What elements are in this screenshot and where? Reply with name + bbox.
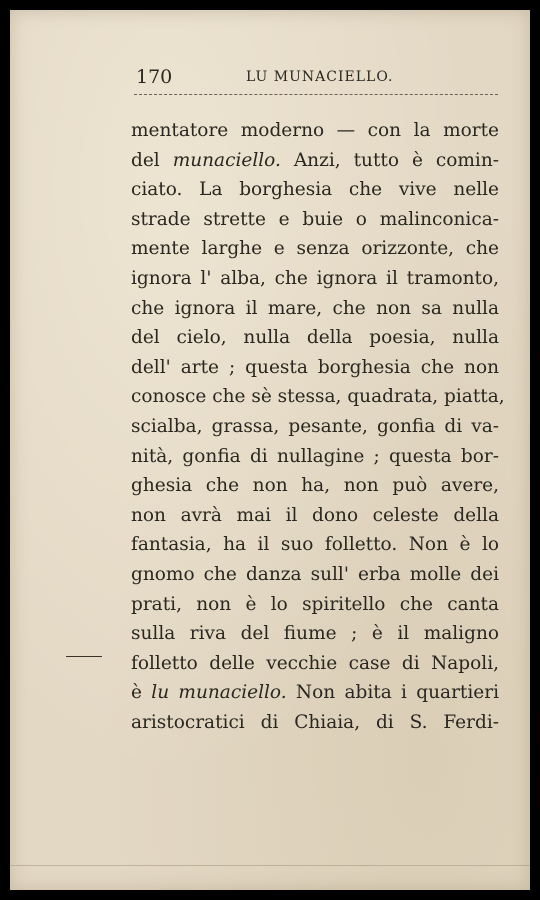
text-segment: fantasia, ha il suo folletto. Non è lo — [131, 534, 499, 556]
page-edge-line — [10, 865, 530, 866]
text-segment: ignora l' alba, che ignora il tramonto, — [131, 267, 499, 289]
text-line — [131, 116, 499, 146]
text-segment: mente larghe e senza orizzonte, che — [131, 238, 499, 260]
text-segment: sulla riva del fiume ; è il maligno — [131, 623, 499, 645]
text-line — [131, 501, 499, 531]
margin-mark — [66, 656, 102, 657]
text-line — [131, 590, 499, 620]
text-segment: nità, gonfia di nullagine ; questa bor- — [131, 445, 499, 467]
text-segment: prati, non è lo spiritello che canta — [131, 593, 499, 615]
text-segment: dell' arte ; questa borghesia che non — [131, 356, 499, 378]
italic-text: munaciello. — [172, 149, 281, 171]
text-line — [131, 412, 499, 442]
text-line — [131, 175, 499, 205]
text-line — [131, 678, 499, 708]
text-line — [131, 471, 499, 501]
text-segment: strade strette e buie o malinconica- — [131, 208, 499, 230]
text-line — [131, 619, 499, 649]
header-rule — [134, 94, 498, 95]
text-segment: che ignora il mare, che non sa nulla — [131, 297, 499, 319]
italic-text: lu munaciello. — [151, 682, 287, 704]
text-segment: Non abita i quartieri — [286, 682, 499, 704]
text-segment: del — [131, 149, 173, 171]
text-segment: ghesia che non ha, non può avere, — [131, 475, 499, 497]
text-segment: del cielo, nulla della poesia, nulla — [131, 327, 499, 349]
text-segment: è — [131, 682, 152, 704]
text-line — [131, 146, 499, 176]
text-segment: conosce che sè stessa, quadrata, piatta, — [131, 386, 505, 408]
text-segment: non avrà mai il dono celeste della — [131, 504, 499, 526]
text-line — [131, 264, 499, 294]
book-page — [10, 10, 530, 890]
page-number: 170 — [136, 66, 173, 88]
body-text — [131, 116, 505, 737]
text-line — [131, 442, 499, 472]
text-line — [131, 708, 499, 738]
text-segment: aristocratici di Chiaia, di S. Ferdi- — [131, 711, 499, 733]
text-segment: ciato. La borghesia che vive nelle — [131, 179, 499, 201]
text-line — [131, 353, 499, 383]
text-segment: gnomo che danza sull' erba molle dei — [131, 563, 499, 585]
text-line — [131, 294, 499, 324]
text-line — [131, 560, 499, 590]
running-title: LU MUNACIELLO. — [246, 69, 394, 85]
text-segment: scialba, grassa, pesante, gonfia di va- — [131, 415, 499, 437]
text-line — [131, 234, 499, 264]
text-line — [131, 323, 499, 353]
text-line — [131, 649, 499, 679]
text-line — [131, 382, 505, 412]
text-line — [131, 530, 499, 560]
text-segment: Anzi, tutto è comin- — [280, 149, 499, 171]
text-segment: mentatore moderno — con la morte — [131, 120, 499, 141]
text-line — [131, 205, 499, 235]
text-segment: folletto delle vecchie case di Napoli, — [131, 652, 499, 674]
